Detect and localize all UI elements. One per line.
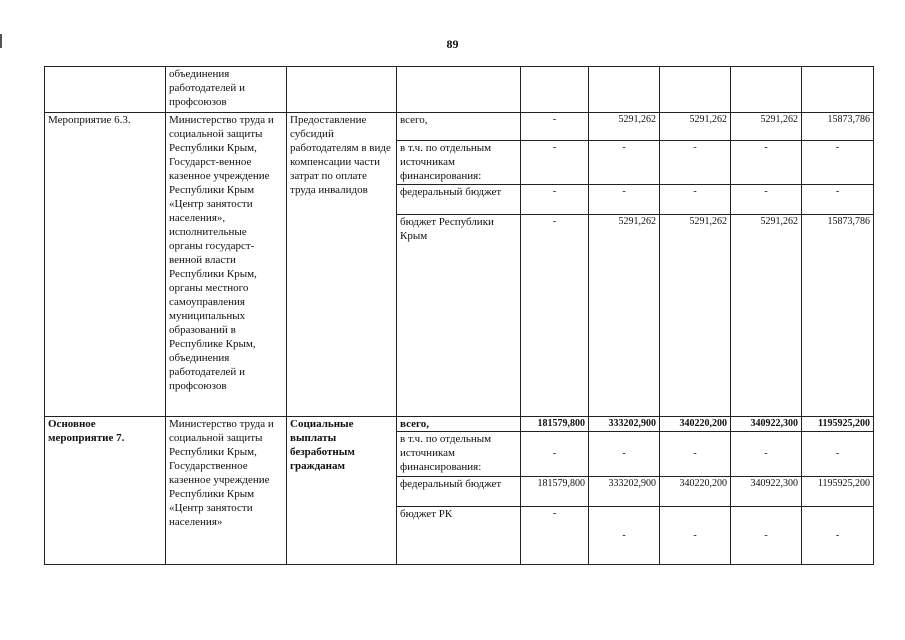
value-cell: 181579,800 [521,477,589,507]
source-cell: всего, [397,417,521,432]
value-cell: - [731,185,802,215]
value-cell: - [521,185,589,215]
funding-table [44,66,874,565]
value-cell: - [802,432,874,477]
event-name-cell: Мероприятие 6.3. [45,113,166,417]
value-cell: - [731,507,802,565]
value-cell: - [521,113,589,141]
source-cell: федеральный бюджет [397,477,521,507]
description-cell: Предоставление субсидий работодателям в виде компенсации части затрат по оплате труда инвалидов [287,113,397,417]
event-name-cell: Основное мероприятие 7. [45,417,166,565]
value-cell: 340220,200 [660,477,731,507]
value-cell: 1195925,200 [802,477,874,507]
description-cell: Социальные выплаты безработным гражданам [287,417,397,565]
value-cell: - [660,507,731,565]
event-name-cell [45,67,166,113]
value-cell: 181579,800 [521,417,589,432]
value-cell: 5291,262 [731,215,802,417]
responsible-cell: Министерство труда и социальной защиты Республики Крым, Государственное казенное учреждение Республики Крым «Центр занятости населения» [166,417,287,565]
value-cell: - [521,141,589,185]
value-cell: 333202,900 [589,417,660,432]
value-cell: 340922,300 [731,417,802,432]
source-cell: федеральный бюджет [397,185,521,215]
value-cell: 340922,300 [731,477,802,507]
value-cell: - [731,141,802,185]
table-row [45,417,874,432]
value-cell: - [802,141,874,185]
value-cell [802,67,874,113]
source-cell: в т.ч. по отдельным источникам финансирования: [397,141,521,185]
value-cell: - [589,507,660,565]
value-cell: 5291,262 [589,215,660,417]
value-cell: - [660,432,731,477]
value-cell: - [731,432,802,477]
description-cell [287,67,397,113]
value-cell: 5291,262 [660,113,731,141]
source-cell: бюджет РК [397,507,521,565]
value-cell: 5291,262 [589,113,660,141]
table-row [45,113,874,141]
value-cell: - [589,185,660,215]
value-cell [731,67,802,113]
value-cell: 340220,200 [660,417,731,432]
responsible-cell: Министерство труда и социальной защиты Республики Крым, Государст-венное казенное учреждение Республики Крым «Центр занятости населения», исполнительные органы государст-венной власти Республики Крым, органы местного самоуправления муниципальных образований в Республике Крым, объединения работодателей и профсоюзов [166,113,287,417]
source-cell: всего, [397,113,521,141]
page-number: 89 [446,37,459,51]
source-cell: бюджет Республики Крым [397,215,521,417]
value-cell: - [521,507,589,565]
value-cell [589,67,660,113]
value-cell [660,67,731,113]
value-cell: 1195925,200 [802,417,874,432]
source-cell: в т.ч. по отдельным источникам финансирования: [397,432,521,477]
value-cell: 5291,262 [660,215,731,417]
value-cell: - [589,432,660,477]
value-cell: 15873,786 [802,215,874,417]
value-cell: - [660,141,731,185]
table-row [45,67,874,113]
value-cell: 5291,262 [731,113,802,141]
value-cell: - [521,432,589,477]
responsible-cell: объединения работодателей и профсоюзов [166,67,287,113]
value-cell: - [589,141,660,185]
source-cell [397,67,521,113]
value-cell: - [521,215,589,417]
value-cell: 15873,786 [802,113,874,141]
value-cell: - [802,185,874,215]
value-cell: - [660,185,731,215]
value-cell: 333202,900 [589,477,660,507]
value-cell [521,67,589,113]
value-cell: - [802,507,874,565]
